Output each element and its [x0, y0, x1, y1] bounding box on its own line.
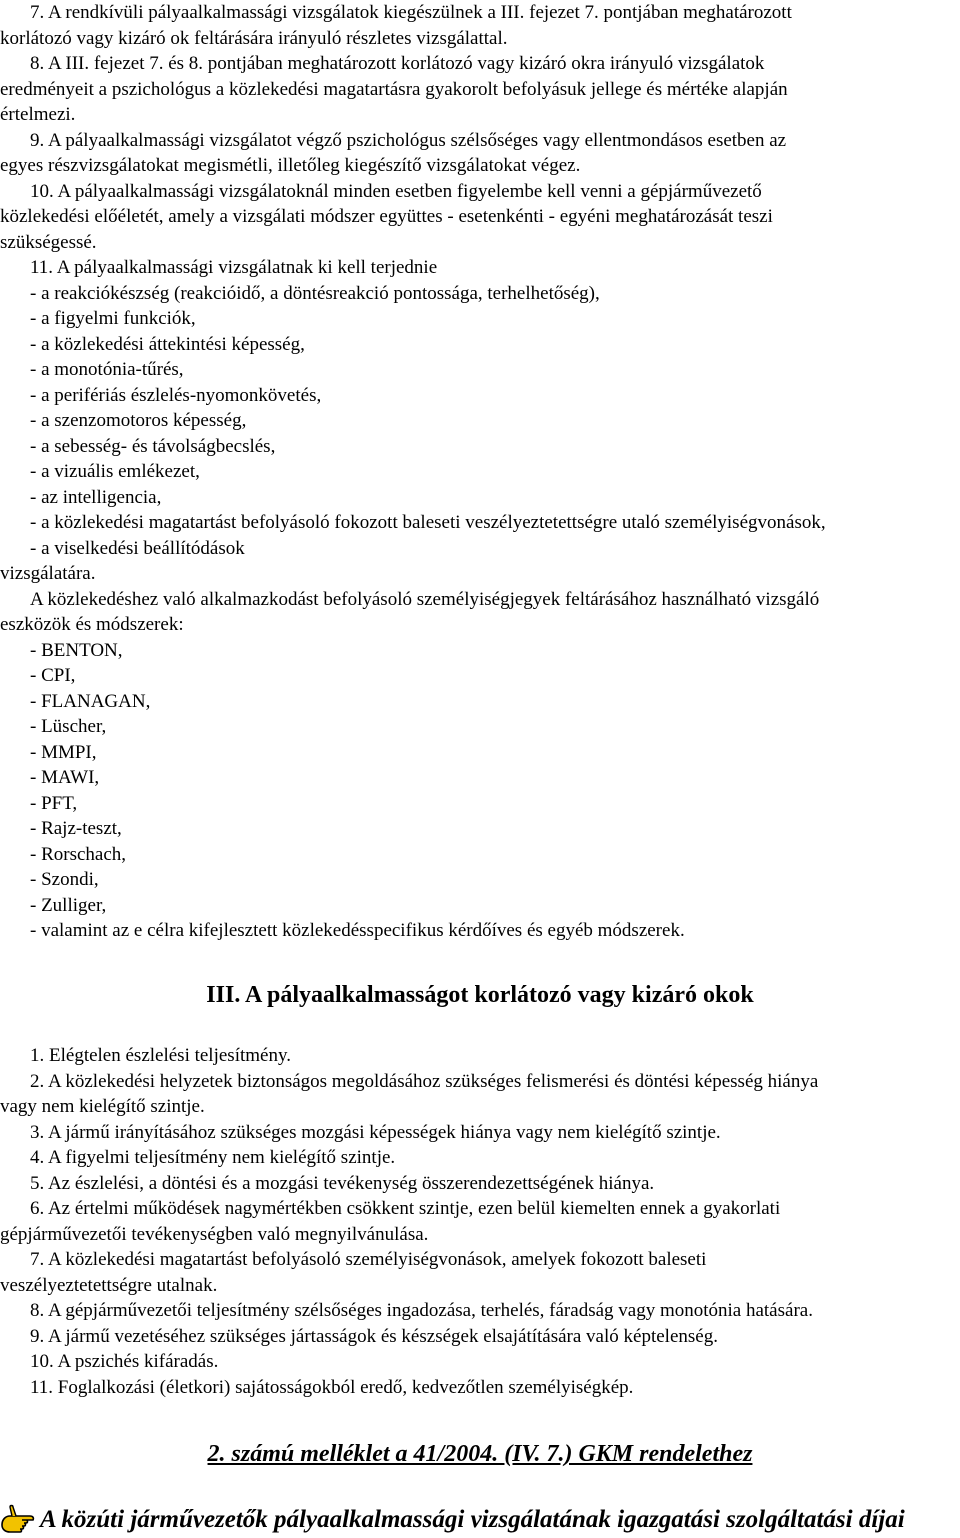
- text-line: - Rorschach,: [30, 843, 127, 865]
- text-line: - valamint az e célra kifejlesztett közlekedésspecifikus kérdőíves és egyéb módszerek.: [30, 920, 685, 941]
- text-line: - Rajz-teszt,: [30, 818, 122, 839]
- text-line: - Zulliger,: [30, 894, 107, 916]
- text-line: - PFT,: [30, 792, 78, 814]
- text-line: eszközök és módszerek:: [0, 614, 184, 635]
- text-line: - MAWI,: [30, 767, 100, 788]
- text-line: 9. A pályaalkalmassági vizsgálatot végző pszichológus szélsőséges vagy ellentmondásos esetben az: [30, 129, 787, 151]
- text-line: 8. A III. fejezet 7. és 8. pontjában meghatározott korlátozó vagy kizáró okra irányuló vizsgálatok: [30, 53, 765, 74]
- text-line: értelmezi.: [0, 104, 76, 125]
- text-line: 9. A jármű vezetéséhez szükséges jártasságok és készségek elsajátítására való képtelenség.: [30, 1325, 718, 1347]
- text-line: 10. A pszichés kifáradás.: [30, 1351, 219, 1372]
- text-line: - a figyelmi funkciók,: [30, 308, 196, 329]
- text-line: - a viselkedési beállítódások: [30, 537, 245, 559]
- text-line: - FLANAGAN,: [30, 690, 151, 712]
- text-line: 11. A pályaalkalmassági vizsgálatnak ki kell terjednie: [30, 257, 438, 278]
- text-line: - a szenzomotoros képesség,: [30, 410, 247, 431]
- text-line: vagy nem kielégítő szintje.: [0, 1096, 205, 1117]
- annex-title: 2. számú melléklet a 41/2004. (IV. 7.) GKM rendelethez: [207, 1441, 753, 1467]
- text-line: - a reakciókészség (reakcióidő, a döntésreakció pontossága, terhelhetőség),: [30, 282, 600, 304]
- text-line: gépjárművezetői tevékenységben való megnyilvánulása.: [0, 1223, 429, 1245]
- text-line: 1. Elégtelen észlelési teljesítmény.: [30, 1045, 291, 1066]
- text-line: - a közlekedési áttekintési képesség,: [30, 333, 305, 355]
- text-line: egyes részvizsgálatokat megismétli, illetőleg kiegészítő vizsgálatokat végez.: [0, 155, 581, 176]
- text-line: - a közlekedési magatartást befolyásoló fokozott baleseti veszélyeztetettségre utaló személyiségvonások,: [30, 512, 826, 533]
- text-line: - MMPI,: [30, 741, 97, 763]
- text-line: 2. A közlekedési helyzetek biztonságos megoldásához szükséges felismerési és döntési képesség hiánya: [30, 1070, 819, 1092]
- pointing-hand-icon: [0, 1503, 40, 1537]
- text-line: közlekedési előéletét, amely a vizsgálati módszer együttes - esetenkénti - egyéni meghatározását teszi: [0, 206, 773, 227]
- reasons-list: [0, 1043, 960, 1400]
- text-line: 6. Az értelmi működések nagymértékben csökkent szintje, ezen belül kiemelten ennek a gyakorlati: [30, 1198, 781, 1219]
- text-line: korlátozó vagy kizáró ok feltárására irányuló részletes vizsgálattal.: [0, 27, 508, 49]
- text-line: - a monotónia-tűrés,: [30, 359, 184, 380]
- footer-text: A közúti járművezetők pályaalkalmassági vizsgálatának igazgatási szolgáltatási díjai: [40, 1506, 905, 1533]
- text-line: - a perifériás észlelés-nyomonkövetés,: [30, 384, 322, 406]
- text-line: 3. A jármű irányításához szükséges mozgási képességek hiánya vagy nem kielégítő szintje.: [30, 1121, 721, 1143]
- text-line: - BENTON,: [30, 639, 123, 661]
- text-line: - Szondi,: [30, 869, 99, 890]
- text-line: 7. A közlekedési magatartást befolyásoló személyiségvonások, amelyek fokozott baleseti: [30, 1249, 707, 1270]
- text-line: eredményeit a pszichológus a közlekedési magatartásra gyakorolt befolyásuk jellege és mértéke alapján: [0, 78, 788, 100]
- text-line: 7. A rendkívüli pályaalkalmassági vizsgálatok kiegészülnek a III. fejezet 7. pontjában meghatározott: [30, 2, 792, 23]
- section-heading: III. A pályaalkalmasságot korlátozó vagy kizáró okok: [206, 982, 754, 1008]
- text-line: szükségessé.: [0, 231, 97, 253]
- text-line: 4. A figyelmi teljesítmény nem kielégítő szintje.: [30, 1147, 396, 1168]
- text-line: 11. Foglalkozási (életkori) sajátosságokból eredő, kedvezőtlen személyiségkép.: [30, 1376, 634, 1398]
- text-line: vizsgálatára.: [0, 563, 96, 584]
- text-line: 8. A gépjárművezetői teljesítmény szélsőséges ingadozása, terhelés, fáradság vagy monotónia hatására.: [30, 1300, 813, 1321]
- footer-heading: [0, 1502, 960, 1538]
- text-line: A közlekedéshez való alkalmazkodást befolyásoló személyiségjegyek feltárásához használható vizsgáló: [30, 588, 820, 610]
- text-line: - a vizuális emlékezet,: [30, 461, 200, 482]
- text-line: 10. A pályaalkalmassági vizsgálatoknál minden esetben figyelembe kell venni a gépjárművezető: [30, 180, 762, 202]
- text-line: - az intelligencia,: [30, 486, 162, 508]
- text-line: - a sebesség- és távolságbecslés,: [30, 435, 276, 457]
- text-line: - Lüscher,: [30, 716, 107, 737]
- text-line: 5. Az észlelési, a döntési és a mozgási tevékenység összerendezettségének hiánya.: [30, 1172, 655, 1194]
- text-line: - CPI,: [30, 665, 76, 686]
- text-line: veszélyeztetettségre utalnak.: [0, 1274, 218, 1296]
